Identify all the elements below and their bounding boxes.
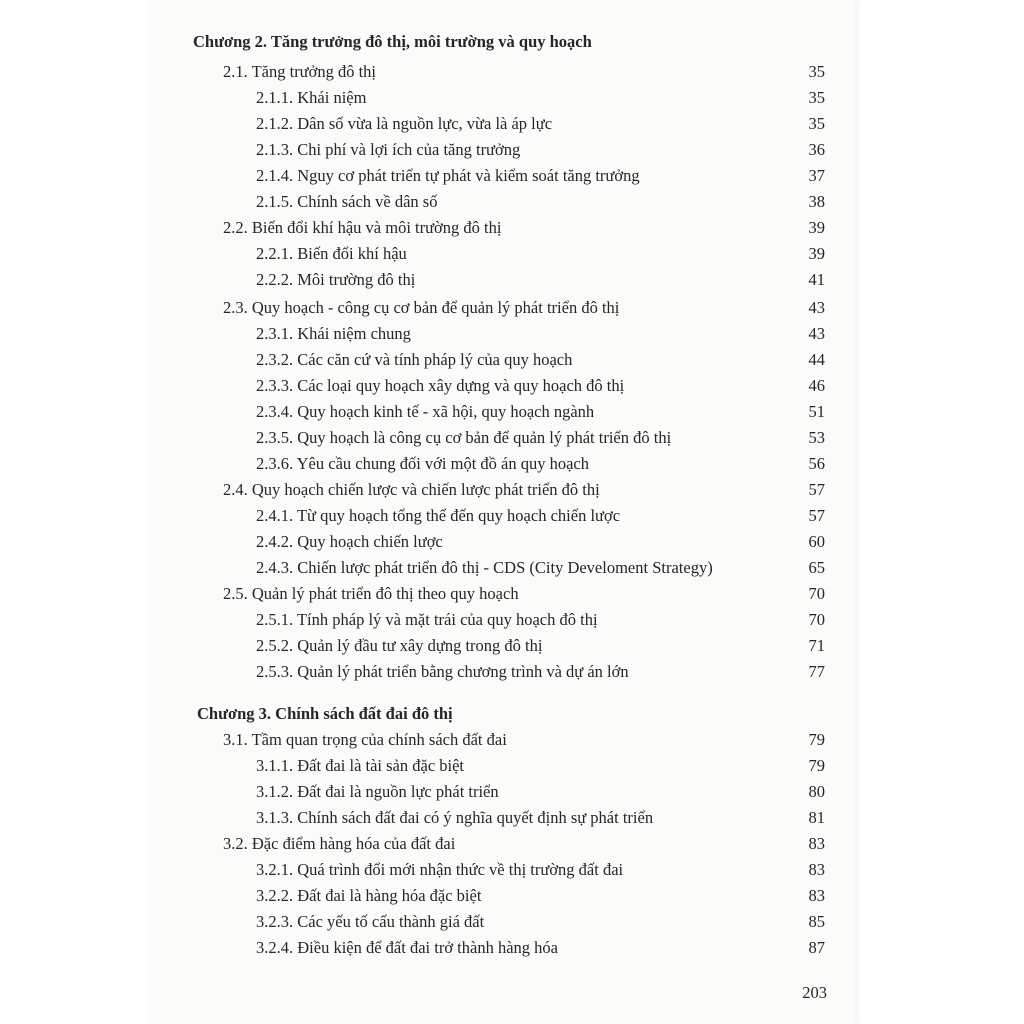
toc-subsection-title: 2.4.2. Quy hoạch chiến lược bbox=[256, 532, 443, 551]
toc-page-number: 83 bbox=[808, 886, 825, 905]
toc-page-number: 35 bbox=[808, 88, 825, 107]
toc-page-number: 43 bbox=[808, 324, 825, 343]
toc-page-number: 39 bbox=[808, 244, 825, 263]
toc-page-number: 81 bbox=[808, 808, 825, 827]
toc-section-title: 2.1. Tăng trưởng đô thị bbox=[223, 62, 377, 81]
toc-section-title: 2.3. Quy hoạch - công cụ cơ bản để quản lý phát triển đô thị bbox=[223, 298, 620, 317]
toc-page-number: 70 bbox=[808, 610, 825, 629]
toc-subsection-title: 2.5.1. Tính pháp lý và mặt trái của quy hoạch đô thị bbox=[256, 610, 598, 629]
toc-page-number: 80 bbox=[808, 782, 825, 801]
toc-subsection-title: 2.1.2. Dân số vừa là nguồn lực, vừa là áp lực bbox=[256, 114, 553, 133]
toc-page-number: 57 bbox=[808, 506, 825, 525]
toc-section-title: 2.2. Biến đổi khí hậu và môi trường đô thị bbox=[223, 218, 502, 237]
toc-chapter-heading: Chương 3. Chính sách đất đai đô thị bbox=[197, 704, 453, 723]
toc-subsection-title: 3.1.1. Đất đai là tài sản đặc biệt bbox=[256, 756, 465, 775]
toc-subsection-title: 2.5.2. Quản lý đầu tư xây dựng trong đô thị bbox=[256, 636, 543, 655]
toc-subsection-title: 2.3.2. Các căn cứ và tính pháp lý của quy hoạch bbox=[256, 350, 573, 369]
toc-subsection-title: 2.3.4. Quy hoạch kinh tế - xã hội, quy hoạch ngành bbox=[256, 402, 595, 421]
toc-chapter-heading: Chương 2. Tăng trưởng đô thị, môi trường và quy hoạch bbox=[193, 32, 592, 51]
toc-page-number: 87 bbox=[808, 938, 825, 957]
toc-section-title: 2.5. Quản lý phát triển đô thị theo quy hoạch bbox=[223, 584, 519, 603]
toc-subsection-title: 2.2.2. Môi trường đô thị bbox=[256, 270, 416, 289]
toc-page-number: 53 bbox=[808, 428, 825, 447]
toc-section-title: 3.1. Tầm quan trọng của chính sách đất đai bbox=[223, 730, 507, 749]
toc-subsection-title: 3.2.1. Quá trình đổi mới nhận thức về thị trường đất đai bbox=[256, 860, 624, 879]
toc-subsection-title: 3.2.3. Các yếu tố cấu thành giá đất bbox=[256, 912, 485, 931]
toc-section-title: 2.4. Quy hoạch chiến lược và chiến lược phát triển đô thị bbox=[223, 480, 600, 499]
toc-page-number: 36 bbox=[808, 140, 825, 159]
book-page bbox=[150, 0, 855, 1024]
toc-subsection-title: 2.5.3. Quản lý phát triển bằng chương trình và dự án lớn bbox=[256, 662, 629, 681]
toc-page-number: 39 bbox=[808, 218, 825, 237]
toc-subsection-title: 2.3.1. Khái niệm chung bbox=[256, 324, 411, 343]
toc-subsection-title: 2.3.3. Các loại quy hoạch xây dựng và quy hoạch đô thị bbox=[256, 376, 625, 395]
toc-page-number: 35 bbox=[808, 62, 825, 81]
toc-subsection-title: 2.2.1. Biến đổi khí hậu bbox=[256, 244, 407, 263]
toc-page-number: 70 bbox=[808, 584, 825, 603]
toc-page-number: 57 bbox=[808, 480, 825, 499]
toc-page-number: 41 bbox=[808, 270, 825, 289]
toc-page-number: 79 bbox=[808, 730, 825, 749]
toc-subsection-title: 3.1.3. Chính sách đất đai có ý nghĩa quyết định sự phát triển bbox=[256, 808, 654, 827]
toc-page-number: 83 bbox=[808, 860, 825, 879]
toc-subsection-title: 2.1.5. Chính sách về dân số bbox=[256, 192, 438, 211]
toc-subsection-title: 3.2.4. Điều kiện để đất đai trở thành hàng hóa bbox=[256, 938, 558, 957]
toc-subsection-title: 3.2.2. Đất đai là hàng hóa đặc biệt bbox=[256, 886, 482, 905]
toc-subsection-title: 2.3.6. Yêu cầu chung đối với một đồ án quy hoạch bbox=[256, 454, 590, 473]
toc-page-number: 46 bbox=[808, 376, 825, 395]
toc-page-number: 83 bbox=[808, 834, 825, 853]
toc-subsection-title: 2.1.4. Nguy cơ phát triển tự phát và kiểm soát tăng trưởng bbox=[256, 166, 640, 185]
toc-subsection-title: 2.4.1. Từ quy hoạch tổng thể đến quy hoạch chiến lược bbox=[256, 506, 621, 525]
toc-subsection-title: 2.1.3. Chi phí và lợi ích của tăng trưởng bbox=[256, 140, 521, 159]
toc-page-number: 56 bbox=[808, 454, 825, 473]
toc-page-number: 77 bbox=[808, 662, 825, 681]
toc-page-number: 44 bbox=[808, 350, 825, 369]
toc-page-number: 79 bbox=[808, 756, 825, 775]
toc-page-number: 35 bbox=[808, 114, 825, 133]
toc-page-number: 38 bbox=[808, 192, 825, 211]
page-number: 203 bbox=[802, 983, 827, 1002]
toc-page-number: 51 bbox=[808, 402, 825, 421]
toc-page-number: 71 bbox=[808, 636, 825, 655]
toc-subsection-title: 2.4.3. Chiến lược phát triển đô thị - CDS (City Develoment Strategy) bbox=[256, 558, 713, 577]
toc-page-number: 37 bbox=[808, 166, 825, 185]
toc-subsection-title: 2.3.5. Quy hoạch là công cụ cơ bản để quản lý phát triển đô thị bbox=[256, 428, 672, 447]
toc-page-number: 65 bbox=[808, 558, 825, 577]
toc-subsection-title: 2.1.1. Khái niệm bbox=[256, 88, 367, 107]
toc-page-number: 60 bbox=[808, 532, 825, 551]
toc-page-number: 43 bbox=[808, 298, 825, 317]
toc-subsection-title: 3.1.2. Đất đai là nguồn lực phát triển bbox=[256, 782, 499, 801]
toc-section-title: 3.2. Đặc điểm hàng hóa của đất đai bbox=[223, 834, 456, 853]
toc-page-number: 85 bbox=[808, 912, 825, 931]
